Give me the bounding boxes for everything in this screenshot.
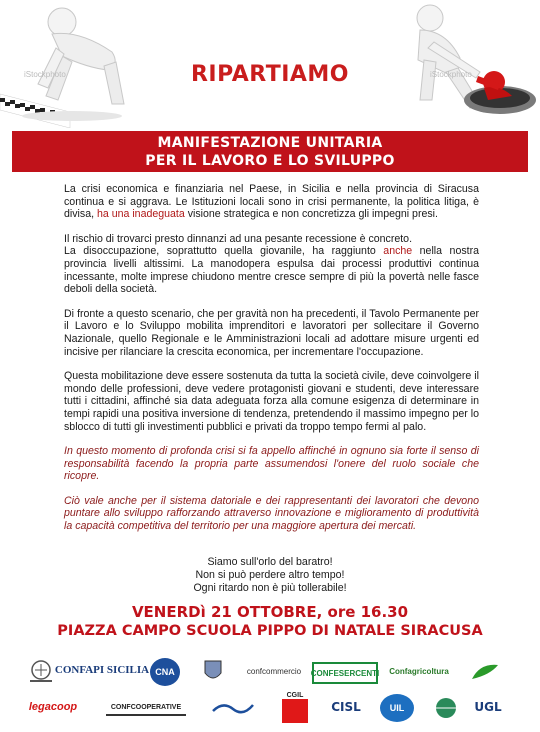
cgil-logo (280, 690, 310, 724)
confcooperative-logo: CONFCOOPERATIVE (106, 700, 186, 716)
confapi-logo: CONFAPI SICILIA (54, 664, 150, 676)
title-banner (12, 131, 528, 172)
cna-logo: CNA (150, 658, 180, 686)
confindustria-emblem-icon (26, 658, 56, 684)
cgil-red-block (282, 699, 308, 723)
event-date: VENERDì 21 OTTOBRE, ore 16.30 (131, 603, 409, 621)
paragraph-3: Di fronte a questo scenario, che per gravità non ha precedenti, il Tavolo Permanente per il Lavoro e lo Sviluppo mobilita imprenditori e lavoratori per sollecitare il Governo Nazionale, quello Regionale e le Amministrazioni locali ad adottare misure urgenti ed incisive per rilanciare la crescita economica, per incrementare l'occupazione. (64, 307, 479, 358)
checkered-track (0, 94, 70, 128)
closing-statements (0, 556, 540, 595)
banner-line-2: PER IL LAVORO E LO SVILUPPO (145, 153, 395, 169)
wave-icon (211, 697, 255, 717)
association-logo (210, 696, 256, 718)
sponsor-logos (22, 656, 522, 726)
closing-line-1: Siamo sull'orlo del baratro! (207, 556, 333, 568)
paragraph-2-text-b: La disoccupazione, soprattutto quella giovanile, ha raggiunto (64, 245, 384, 258)
paragraph-2 (64, 233, 479, 296)
paragraph-1-highlight: ha una inadeguata (96, 208, 185, 221)
paragraph-1-text-end: visione strategica e non concretizza gli impegni presi. (184, 208, 438, 221)
paragraph-5: In questo momento di profonda crisi si fa appello affinché in ognuno sia forte il senso di responsabilità facendo la propria parte assumendosi l'onere del ruolo sociale che ricopre. (64, 445, 479, 483)
body-text (64, 183, 479, 545)
uil-logo: UIL (380, 694, 414, 722)
cia-logo (468, 660, 502, 682)
paragraph-1 (64, 183, 479, 221)
coat-of-arms-logo (202, 658, 224, 684)
globe-icon (433, 697, 459, 719)
cgil-label: CGIL (286, 691, 304, 699)
paragraph-1-text: La crisi economica e finanziaria nel Paese, in Sicilia e nella provincia di Siracusa continua e si aggrava. Le Istituzioni locali sono in crisi permanente, la politica litiga, è divisa, (64, 183, 479, 221)
paragraph-4: Questa mobilitazione deve essere sostenuta da tutta la società civile, deve coinvolgere il mondo delle professioni, deve vedere protagonisti giovani e studenti, deve interessare tutti i cittadini, affinché sia data adeguata forza alla comune esigenza di determinare in tempi rapidi una positiva inversione di tendenza, pretendendo il massimo impegno per lo sblocco di tutti gli investimenti pubblici e privati da troppo tempo fermi al palo. (64, 370, 479, 433)
closing-line-2: Non si può perdere altro tempo! (195, 569, 345, 581)
confcommercio-logo: confcommercio (246, 666, 302, 676)
watermark-left: iStockphoto (24, 70, 66, 79)
confesercenti-logo: CONFESERCENTI (312, 662, 378, 684)
confagricoltura-logo: Confagricoltura (389, 666, 449, 676)
watermark-right: iStockphoto (430, 70, 472, 79)
paragraph-6: Ciò vale anche per il sistema datoriale e dei rappresentanti dei lavoratori che devono puntare allo sviluppo rafforzando attraverso innovazione e miglioramento di produttività la capacità competitiva del territorio per una maggiore apertura dei mercati. (64, 494, 479, 533)
cia-leaf-icon (470, 661, 500, 681)
event-place: PIAZZA CAMPO SCUOLA PIPPO DI NATALE SIRACUSA (57, 623, 483, 639)
paragraph-2-highlight: anche (383, 245, 413, 258)
closing-line-3: Ogni ritardo non è più tollerabile! (193, 582, 347, 594)
ugl-logo: UGL (474, 700, 502, 714)
globe-logo (432, 696, 460, 720)
paragraph-2-text-c: nella nostra provincia livelli altissimi. La manodopera espulsa dai processi produttivi continua incessante, molte imprese chiudono mentre cresce sempre di più la povertà nelle fasce deboli della società. (64, 245, 479, 296)
event-details (0, 603, 540, 641)
legacoop-logo: legacoop (28, 701, 78, 713)
headline-title: RIPARTIAMO (190, 62, 350, 87)
crest-icon (203, 659, 223, 683)
banner-line-1: MANIFESTAZIONE UNITARIA (157, 135, 383, 151)
cisl-logo: CISL (331, 700, 361, 714)
paragraph-2-text: Il rischio di trovarci presto dinnanzi ad una pesante recessione è concreto. (64, 232, 413, 245)
hero-illustration (0, 0, 540, 128)
